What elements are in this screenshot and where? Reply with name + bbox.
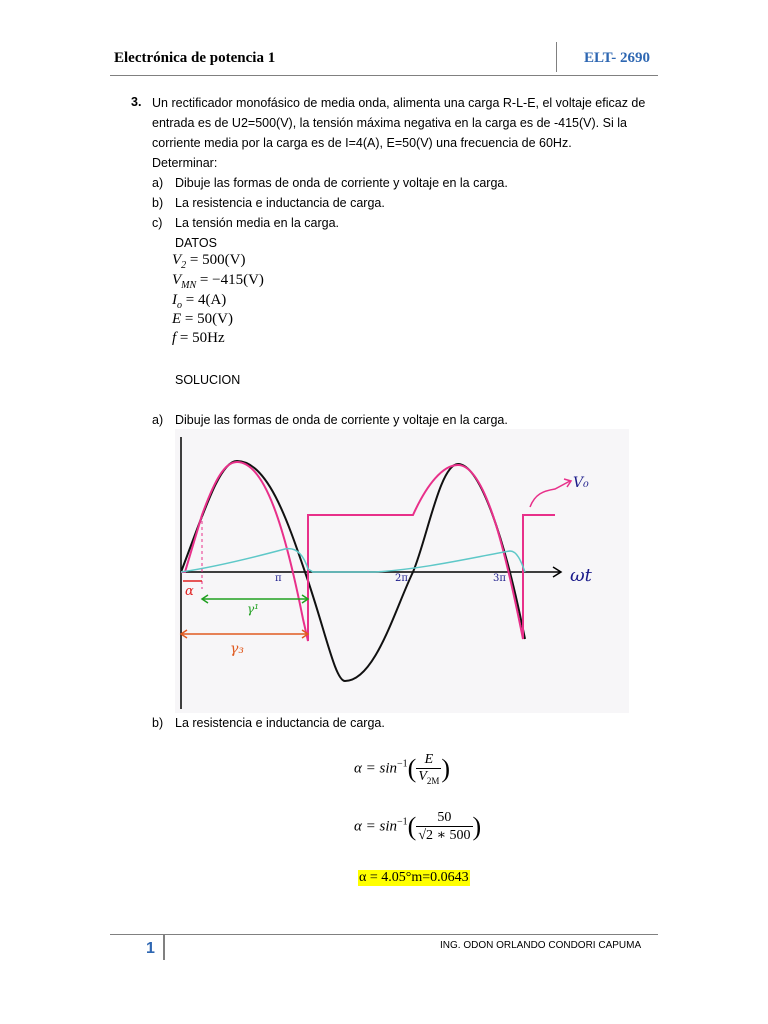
question-item	[0, 173, 768, 193]
datos-sub: 2	[181, 260, 187, 271]
datos-value: = 50Hz	[176, 330, 225, 346]
section-a-label: a)	[152, 413, 164, 427]
section-b-label: b)	[152, 716, 164, 730]
problem-line-3: corriente media por la carga es de I=4(A), E=50(V) una frecuencia de 60Hz.	[152, 136, 572, 150]
problem-line-1: Un rectificador monofásico de media onda, alimenta una carga R-L-E, el voltaje eficaz de	[152, 96, 646, 110]
question-label: b)	[152, 196, 164, 210]
fraction-denominator: √2 ∗ 500	[418, 828, 471, 843]
header-divider	[556, 42, 557, 72]
tick-pi: π	[275, 573, 282, 584]
tick-2pi: 2π	[395, 573, 408, 584]
problem-line-2: entrada es de U2=500(V), la tensión máxima negativa en la carga es de -415(V). Si la	[152, 116, 627, 130]
fraction	[416, 752, 441, 786]
datos-value: = 4(A)	[182, 292, 227, 308]
formula-exponent: −1	[397, 816, 408, 828]
formula-alpha-general	[354, 752, 450, 786]
datos-var: f	[172, 330, 177, 346]
section-a	[0, 410, 768, 430]
question-label: a)	[152, 176, 164, 190]
fraction-numerator: E	[416, 752, 441, 769]
datos-var: V	[172, 252, 182, 268]
datos-value: = 500(V)	[186, 252, 246, 268]
problem-number: 3.	[131, 95, 142, 109]
fraction	[416, 810, 472, 844]
waveform-sketch	[175, 429, 629, 713]
problem-statement	[152, 93, 645, 173]
problem-line-4: Determinar:	[152, 156, 218, 170]
datos-item	[172, 311, 233, 328]
datos-sub: o	[177, 300, 182, 311]
datos-var: V	[172, 272, 182, 288]
paren-left: (	[407, 812, 417, 841]
datos-item	[172, 292, 226, 311]
vo-label: V₀	[573, 475, 589, 491]
axis-label-wt: ωt	[570, 565, 592, 586]
question-list	[0, 173, 768, 233]
course-code: ELT- 2690	[584, 50, 651, 66]
tick-3pi: 3π	[493, 573, 506, 584]
datos-value: = 50(V)	[181, 311, 233, 327]
datos-var: E	[172, 311, 182, 327]
alpha-result: α = 4.05°m=0.0643	[359, 870, 469, 885]
author-name: ING. ODON ORLANDO CONDORI CAPUMA	[440, 940, 642, 951]
paren-right: )	[472, 812, 482, 841]
datos-item	[172, 272, 264, 291]
datos-sub: MN	[181, 280, 197, 291]
question-item	[0, 213, 768, 233]
alpha-label: α	[185, 584, 194, 599]
denominator-sub: 2M	[426, 775, 440, 786]
fraction-denominator	[416, 769, 441, 786]
datos-item	[172, 330, 225, 347]
datos-value: = −415(V)	[196, 272, 264, 288]
waveform-svg	[175, 429, 629, 713]
header-rule	[110, 75, 658, 76]
vo-arrow	[530, 481, 570, 507]
paren-left: (	[407, 753, 417, 783]
section-b	[0, 713, 768, 733]
question-text: Dibuje las formas de onda de corriente y voltaje en la carga.	[175, 176, 508, 190]
page-number: 1	[146, 940, 155, 957]
denominator-var: V	[418, 769, 427, 784]
load-current-curve	[181, 549, 525, 572]
beta-label: γ₃	[230, 641, 244, 657]
question-text: La resistencia e inductancia de carga.	[175, 196, 385, 210]
section-a-text: Dibuje las formas de onda de corriente y voltaje en la carga.	[175, 413, 508, 427]
solucion-heading: SOLUCION	[175, 373, 241, 387]
formula-exponent: −1	[397, 758, 408, 770]
footer-rule	[110, 934, 658, 935]
question-item	[0, 193, 768, 213]
paren-right: )	[441, 753, 451, 783]
fraction-numerator: 50	[416, 810, 472, 827]
datos-var: I	[172, 292, 177, 308]
question-text: La tensión media en la carga.	[175, 216, 339, 230]
formula-lhs: α = sin	[354, 760, 398, 777]
datos-heading: DATOS	[175, 236, 217, 250]
datos-item	[172, 252, 245, 271]
formula-alpha-numeric	[354, 810, 481, 844]
question-label: c)	[152, 216, 163, 230]
formula-lhs: α = sin	[354, 818, 398, 835]
footer-divider	[163, 934, 165, 960]
document-title: Electrónica de potencia 1	[114, 50, 276, 66]
section-b-text: La resistencia e inductancia de carga.	[175, 716, 385, 730]
gamma-label: γ¹	[247, 602, 259, 616]
load-voltage-curve	[181, 462, 555, 641]
